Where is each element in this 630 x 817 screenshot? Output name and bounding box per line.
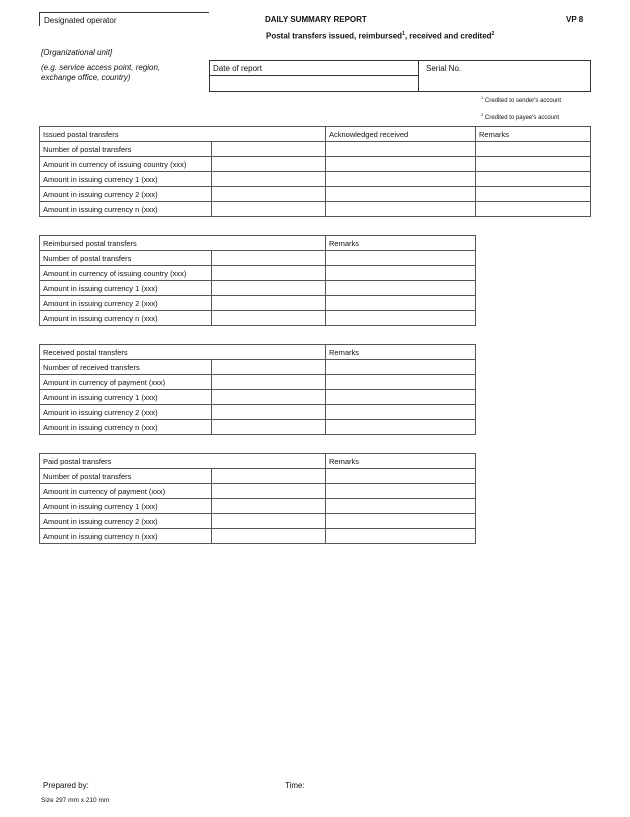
remarks-cell[interactable] [326,405,476,420]
remarks-cell[interactable] [326,375,476,390]
value-cell[interactable] [212,499,326,514]
value-cell[interactable] [212,157,326,172]
date-of-report-cell[interactable] [210,61,419,91]
remarks-cell[interactable] [326,514,476,529]
remarks-cell[interactable] [476,187,591,202]
table-header-row [40,127,591,142]
footnote-2 [481,112,559,121]
value-cell[interactable] [212,529,326,544]
table-row [40,499,476,514]
row-label: Number of postal transfers [40,469,212,484]
row-label: Amount in currency of issuing country (xxx) [40,266,212,281]
value-cell[interactable] [212,281,326,296]
remarks-cell[interactable] [326,281,476,296]
footnote-2-marker: 2 [481,112,484,117]
value-cell[interactable] [212,202,326,217]
row-label: Amount in issuing currency 1 (xxx) [40,390,212,405]
value-cell[interactable] [212,251,326,266]
remarks-cell[interactable] [326,311,476,326]
value-cell[interactable] [212,484,326,499]
organizational-unit-label: [Organizational unit] [41,48,113,57]
value-cell[interactable] [212,142,326,157]
footnote-1-marker: 1 [481,95,484,100]
table-row [40,360,476,375]
row-label: Amount in issuing currency n (xxx) [40,202,212,217]
value-cell[interactable] [212,187,326,202]
table-header-row [40,454,476,469]
row-label: Amount in issuing currency n (xxx) [40,420,212,435]
remarks-header: Remarks [326,345,476,360]
footnote-1 [481,95,561,104]
table-row [40,529,476,544]
table-row [40,266,476,281]
prepared-by-label: Prepared by: [43,781,89,790]
row-label: Number of postal transfers [40,251,212,266]
date-of-report-label: Date of report [213,64,262,73]
table-row [40,296,476,311]
row-label: Amount in issuing currency n (xxx) [40,311,212,326]
row-label: Amount in currency of issuing country (xxx) [40,157,212,172]
value-cell[interactable] [212,390,326,405]
remarks-header: Remarks [326,454,476,469]
row-label: Amount in currency of payment (xxx) [40,484,212,499]
remarks-header: Remarks [326,236,476,251]
subtitle-part-b: , received and credited [404,31,492,41]
subtitle-sup-2: 2 [491,31,495,37]
remarks-cell[interactable] [476,172,591,187]
table-row [40,469,476,484]
remarks-cell[interactable] [326,484,476,499]
table-row [40,420,476,435]
acknowledged-cell[interactable] [326,142,476,157]
table-row [40,484,476,499]
remarks-cell[interactable] [326,251,476,266]
page-size-note: Size 297 mm x 210 mm [41,797,110,804]
table-header-row [40,236,476,251]
received-transfers-table [39,344,476,435]
time-label: Time: [285,781,305,790]
table-row [40,281,476,296]
acknowledged-cell[interactable] [326,172,476,187]
remarks-cell[interactable] [326,390,476,405]
date-divider [210,75,418,76]
report-subtitle [266,31,494,41]
row-label: Amount in issuing currency 1 (xxx) [40,499,212,514]
received-title: Received postal transfers [40,345,326,360]
table-row [40,375,476,390]
remarks-cell[interactable] [326,420,476,435]
table-row [40,202,591,217]
remarks-cell[interactable] [326,499,476,514]
row-label: Amount in currency of payment (xxx) [40,375,212,390]
paid-transfers-table [39,453,476,544]
row-label: Amount in issuing currency 1 (xxx) [40,172,212,187]
value-cell[interactable] [212,296,326,311]
form-code: VP 8 [566,15,584,24]
report-title: DAILY SUMMARY REPORT [265,15,367,24]
table-row [40,142,591,157]
report-info-box [209,60,591,92]
value-cell[interactable] [212,266,326,281]
value-cell[interactable] [212,469,326,484]
value-cell[interactable] [212,311,326,326]
table-row [40,405,476,420]
table-row [40,172,591,187]
row-label: Amount in issuing currency n (xxx) [40,529,212,544]
acknowledged-cell[interactable] [326,202,476,217]
paid-title: Paid postal transfers [40,454,326,469]
remarks-cell[interactable] [476,202,591,217]
remarks-cell[interactable] [326,469,476,484]
remarks-cell[interactable] [326,529,476,544]
value-cell[interactable] [212,405,326,420]
row-label: Amount in issuing currency 2 (xxx) [40,514,212,529]
table-row [40,157,591,172]
reimbursed-title: Reimbursed postal transfers [40,236,326,251]
table-row [40,251,476,266]
subtitle-part-a: Postal transfers issued, reimbursed [266,31,403,41]
table-row [40,311,476,326]
remarks-cell[interactable] [326,266,476,281]
remarks-header: Remarks [476,127,591,142]
issued-title: Issued postal transfers [40,127,326,142]
row-label: Number of postal transfers [40,142,212,157]
remarks-cell[interactable] [476,142,591,157]
row-label: Amount in issuing currency 2 (xxx) [40,405,212,420]
acknowledged-cell[interactable] [326,157,476,172]
remarks-cell[interactable] [476,157,591,172]
issued-transfers-table [39,126,591,217]
footnote-2-text: Credited to payee's account [484,115,560,121]
acknowledged-cell[interactable] [326,187,476,202]
table-row [40,390,476,405]
reimbursed-transfers-table [39,235,476,326]
value-cell[interactable] [212,514,326,529]
row-label: Amount in issuing currency 2 (xxx) [40,187,212,202]
table-row [40,187,591,202]
row-label: Amount in issuing currency 2 (xxx) [40,296,212,311]
remarks-cell[interactable] [326,296,476,311]
organizational-unit-hint: (e.g. service access point, region, exchange office, country) [41,63,161,82]
table-header-row [40,345,476,360]
serial-no-label: Serial No. [426,64,462,73]
subtitle-sup-1: 1 [402,31,405,37]
acknowledged-received-header: Acknowledged received [326,127,476,142]
value-cell[interactable] [212,375,326,390]
value-cell[interactable] [212,420,326,435]
designated-operator-label: Designated operator [39,12,209,26]
row-label: Amount in issuing currency 1 (xxx) [40,281,212,296]
table-row [40,514,476,529]
value-cell[interactable] [212,172,326,187]
row-label: Number of received transfers [40,360,212,375]
remarks-cell[interactable] [326,360,476,375]
footnote-1-text: Credited to sender's account [484,98,562,104]
value-cell[interactable] [212,360,326,375]
